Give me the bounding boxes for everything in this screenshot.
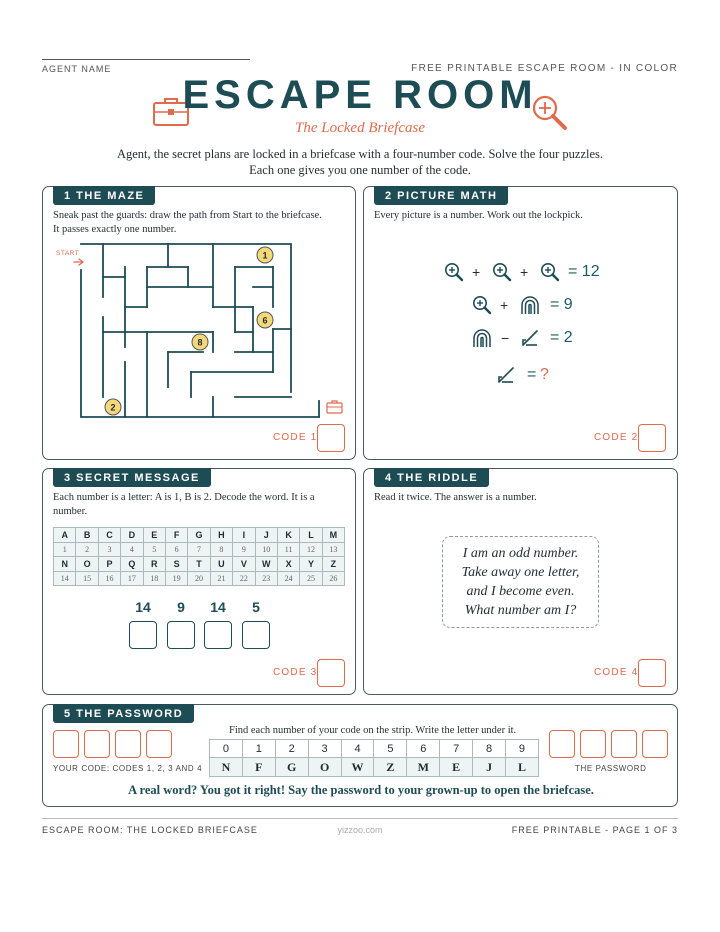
strip-digit: 0 bbox=[210, 740, 243, 758]
maze-panel bbox=[42, 186, 356, 460]
plus-sign: + bbox=[520, 264, 529, 280]
maze-badge-1: 1 bbox=[262, 250, 268, 261]
cipher-number: 19 bbox=[165, 572, 187, 586]
plus-sign: + bbox=[472, 264, 481, 280]
cipher-number: 9 bbox=[233, 543, 255, 557]
riddle-line-4: What number am I? bbox=[464, 603, 577, 618]
your-code-box[interactable] bbox=[53, 730, 79, 758]
footer-left: ESCAPE ROOM: THE LOCKED BRIEFCASE bbox=[42, 825, 258, 835]
cipher-letter: Y bbox=[300, 557, 322, 572]
strip-digit: 2 bbox=[275, 740, 308, 758]
cipher-number: 25 bbox=[300, 572, 322, 586]
password-letter-box[interactable] bbox=[549, 730, 575, 758]
strip-letter: F bbox=[242, 758, 275, 777]
cipher-number: 22 bbox=[233, 572, 255, 586]
clue-number: 14 bbox=[135, 599, 151, 615]
cipher-number: 11 bbox=[277, 543, 299, 557]
cipher-number: 10 bbox=[255, 543, 277, 557]
cipher-letter: W bbox=[255, 557, 277, 572]
your-code-box[interactable] bbox=[84, 730, 110, 758]
minus-sign: − bbox=[501, 330, 510, 346]
cipher-letter: L bbox=[300, 528, 322, 543]
secret-message-panel bbox=[42, 468, 356, 695]
secret-message-description bbox=[53, 491, 315, 519]
agent-name-line[interactable] bbox=[42, 59, 250, 60]
cipher-letter: V bbox=[233, 557, 255, 572]
cipher-letter: G bbox=[188, 528, 210, 543]
clue-number: 5 bbox=[252, 599, 260, 615]
cipher-letter: C bbox=[98, 528, 120, 543]
strip-letter: Z bbox=[374, 758, 407, 777]
cipher-number: 8 bbox=[210, 543, 232, 557]
cipher-number: 18 bbox=[143, 572, 165, 586]
strip-digit: 5 bbox=[374, 740, 407, 758]
equation-4-question: ? bbox=[540, 366, 549, 383]
cipher-number: 17 bbox=[121, 572, 143, 586]
cipher-number: 21 bbox=[210, 572, 232, 586]
lockpick-icon bbox=[520, 328, 540, 348]
maze-exit-briefcase-icon bbox=[327, 401, 342, 413]
code-2-box[interactable] bbox=[638, 424, 666, 452]
cipher-number: 3 bbox=[98, 543, 120, 557]
cipher-letter: R bbox=[143, 557, 165, 572]
riddle-panel bbox=[363, 468, 678, 695]
strip-digit: 1 bbox=[242, 740, 275, 758]
cipher-letter: K bbox=[277, 528, 299, 543]
cipher-letter: M bbox=[322, 528, 344, 543]
cipher-letter: O bbox=[76, 557, 98, 572]
code-3-box[interactable] bbox=[317, 659, 345, 687]
footer-right: FREE PRINTABLE - PAGE 1 OF 3 bbox=[511, 825, 678, 835]
lockpick-icon bbox=[496, 365, 516, 385]
cipher-letter: B bbox=[76, 528, 98, 543]
maze-drawing[interactable] bbox=[43, 187, 357, 461]
cipher-letter: F bbox=[165, 528, 187, 543]
page-subtitle: The Locked Briefcase bbox=[295, 120, 425, 136]
agent-name-label: AGENT NAME bbox=[42, 64, 112, 74]
cipher-letter: A bbox=[54, 528, 76, 543]
cipher-number: 2 bbox=[76, 543, 98, 557]
answer-box[interactable] bbox=[167, 621, 195, 649]
cipher-number: 15 bbox=[76, 572, 98, 586]
picture-math-tab: 2 PICTURE MATH bbox=[374, 186, 508, 205]
secret-message-tab: 3 SECRET MESSAGE bbox=[53, 468, 211, 487]
strip-digit: 4 bbox=[341, 740, 374, 758]
answer-box[interactable] bbox=[204, 621, 232, 649]
intro-line-2: Each one gives you one number of the code. bbox=[249, 163, 471, 177]
strip-letter: W bbox=[341, 758, 374, 777]
cipher-letter: T bbox=[188, 557, 210, 572]
cipher-letter: I bbox=[233, 528, 255, 543]
cipher-number: 14 bbox=[54, 572, 76, 586]
cipher-number: 16 bbox=[98, 572, 120, 586]
equation-3-result: = 2 bbox=[550, 329, 573, 346]
password-instruction: Find each number of your code on the strip. Write the letter under it. bbox=[229, 725, 517, 736]
strip-letter: O bbox=[308, 758, 341, 777]
equation-2-result: = 9 bbox=[550, 296, 573, 313]
maze-tab: 1 THE MAZE bbox=[53, 186, 155, 205]
intro-text bbox=[60, 146, 660, 178]
clue-number: 14 bbox=[210, 599, 226, 615]
magnifier-icon bbox=[444, 262, 464, 282]
plus-sign: + bbox=[500, 297, 509, 313]
cipher-letter: D bbox=[121, 528, 143, 543]
cipher-number: 26 bbox=[322, 572, 344, 586]
maze-badge-8: 8 bbox=[197, 337, 203, 348]
magnifier-icon bbox=[492, 262, 512, 282]
riddle-line-1: I am an odd number. bbox=[462, 546, 579, 561]
cipher-number: 4 bbox=[121, 543, 143, 557]
cipher-letter: H bbox=[210, 528, 232, 543]
password-label: THE PASSWORD bbox=[575, 764, 647, 773]
cipher-table bbox=[53, 527, 345, 586]
cipher-letter: S bbox=[165, 557, 187, 572]
cipher-letter: J bbox=[255, 528, 277, 543]
your-code-box[interactable] bbox=[115, 730, 141, 758]
cipher-number: 6 bbox=[165, 543, 187, 557]
strip-digit: 9 bbox=[506, 740, 539, 758]
cipher-letter: U bbox=[210, 557, 232, 572]
cipher-letter: X bbox=[277, 557, 299, 572]
strip-digit: 8 bbox=[473, 740, 506, 758]
code-1-label: CODE 1 bbox=[273, 432, 318, 443]
strip-letter: M bbox=[407, 758, 440, 777]
intro-line-1: Agent, the secret plans are locked in a briefcase with a four-number code. Solve the four puzzles. bbox=[116, 147, 604, 161]
maze-badge-6: 6 bbox=[262, 315, 268, 326]
strip-letter: J bbox=[473, 758, 506, 777]
cipher-number: 13 bbox=[322, 543, 344, 557]
magnifier-icon bbox=[540, 262, 560, 282]
picture-math-description: Every picture is a number. Work out the lockpick. bbox=[374, 210, 583, 221]
cipher-letter: N bbox=[54, 557, 76, 572]
your-code-box[interactable] bbox=[146, 730, 172, 758]
answer-box[interactable] bbox=[242, 621, 270, 649]
cipher-number: 20 bbox=[188, 572, 210, 586]
cipher-number: 1 bbox=[54, 543, 76, 557]
your-code-label: YOUR CODE: CODES 1, 2, 3 AND 4 bbox=[53, 764, 203, 773]
closing-message: A real word? You got it right! Say the password to your grown-up to open the briefcase. bbox=[128, 783, 594, 797]
password-letter-box[interactable] bbox=[580, 730, 606, 758]
password-strip bbox=[209, 739, 539, 777]
cipher-letter: Q bbox=[121, 557, 143, 572]
riddle-description: Read it twice. The answer is a number. bbox=[374, 492, 537, 503]
riddle-box bbox=[442, 536, 599, 628]
password-panel bbox=[42, 704, 678, 807]
password-letter-box[interactable] bbox=[642, 730, 668, 758]
riddle-line-2: Take away one letter, bbox=[461, 565, 580, 580]
equation-4-equals: = bbox=[527, 366, 537, 383]
maze-desc-line-2: It passes exactly one number. bbox=[53, 224, 177, 235]
maze-badge-2: 2 bbox=[110, 402, 116, 413]
header-caption: FREE PRINTABLE ESCAPE ROOM - IN COLOR bbox=[411, 63, 678, 74]
password-tab: 5 THE PASSWORD bbox=[53, 704, 194, 723]
strip-letter: E bbox=[440, 758, 473, 777]
password-letter-box[interactable] bbox=[611, 730, 637, 758]
fingerprint-icon bbox=[520, 295, 540, 315]
code-2-label: CODE 2 bbox=[594, 432, 639, 443]
strip-digit: 6 bbox=[407, 740, 440, 758]
picture-math-panel bbox=[363, 186, 678, 460]
answer-box[interactable] bbox=[129, 621, 157, 649]
cipher-letter: E bbox=[143, 528, 165, 543]
code-4-label: CODE 4 bbox=[594, 667, 639, 678]
riddle-tab: 4 THE RIDDLE bbox=[374, 468, 489, 487]
page-title: ESCAPE ROOM bbox=[182, 73, 538, 117]
code-1-box[interactable] bbox=[317, 424, 345, 452]
maze-start-label: START bbox=[56, 250, 80, 257]
maze-desc-line-1: Sneak past the guards: draw the path from Start to the briefcase. bbox=[53, 210, 322, 221]
cipher-letter: P bbox=[98, 557, 120, 572]
secret-desc-line-2: number. bbox=[53, 506, 88, 517]
secret-desc-line-1: Each number is a letter: A is 1, B is 2. Decode the word. It is a bbox=[53, 492, 315, 503]
clue-number: 9 bbox=[177, 599, 185, 615]
strip-digit: 3 bbox=[308, 740, 341, 758]
magnifier-icon bbox=[472, 295, 492, 315]
riddle-line-3: and I become even. bbox=[466, 584, 575, 599]
code-4-box[interactable] bbox=[638, 659, 666, 687]
cipher-number: 7 bbox=[188, 543, 210, 557]
strip-letter: G bbox=[275, 758, 308, 777]
cipher-number: 24 bbox=[277, 572, 299, 586]
strip-digit: 7 bbox=[440, 740, 473, 758]
cipher-letter: Z bbox=[322, 557, 344, 572]
footer-site: yizzoo.com bbox=[337, 825, 383, 835]
cipher-number: 23 bbox=[255, 572, 277, 586]
strip-letter: N bbox=[210, 758, 243, 777]
equation-1-result: = 12 bbox=[568, 263, 600, 280]
code-3-label: CODE 3 bbox=[273, 667, 318, 678]
strip-letter: L bbox=[506, 758, 539, 777]
cipher-number: 12 bbox=[300, 543, 322, 557]
footer-divider bbox=[42, 818, 678, 819]
fingerprint-icon bbox=[472, 328, 492, 348]
cipher-number: 5 bbox=[143, 543, 165, 557]
